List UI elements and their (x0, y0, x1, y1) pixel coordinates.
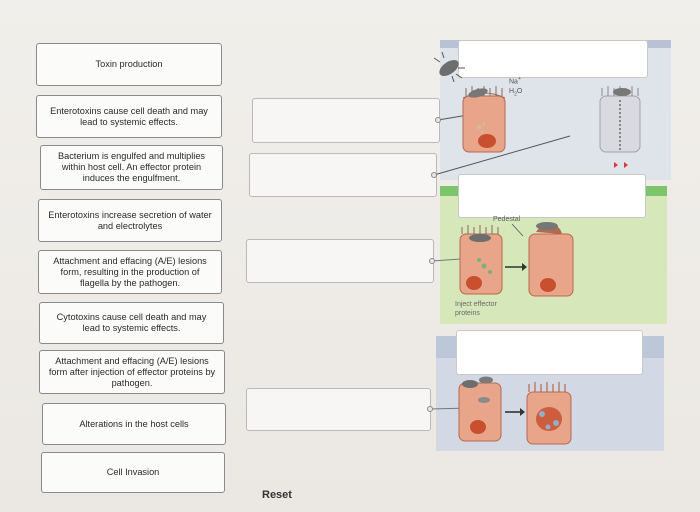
option-enterotoxins-cell-death[interactable] (36, 95, 222, 138)
connector-dot-2 (431, 172, 437, 178)
connector-dot-4 (427, 406, 433, 412)
option-alterations-host-cells[interactable] (42, 403, 226, 445)
option-ae-lesions-effector[interactable] (39, 350, 225, 394)
drop-target-4[interactable] (246, 388, 431, 431)
option-enterotoxins-increase-secretion[interactable] (38, 199, 222, 242)
drop-target-3[interactable] (246, 239, 434, 283)
option-toxin-production[interactable] (36, 43, 222, 86)
option-label: Attachment and effacing (A/E) lesions form after injection of effector proteins by pathogen. (48, 355, 216, 388)
drop-target-1[interactable] (252, 98, 440, 143)
drop-target-5[interactable] (458, 40, 648, 78)
option-label: Cell Invasion (106, 467, 160, 477)
option-ae-lesions-flagella[interactable] (38, 250, 222, 294)
option-label: Attachment and effacing (A/E) lesions form, resulting in the production of flagella by the pathogen. (53, 255, 207, 288)
option-cytotoxins-cell-death[interactable] (39, 302, 224, 344)
drop-target-7[interactable] (456, 330, 643, 375)
option-label: Enterotoxins cause cell death and may lead to systemic effects. (50, 105, 208, 127)
option-label: Alterations in the host cells (79, 418, 189, 429)
connector-dot-1 (435, 117, 441, 123)
option-label: Bacterium is engulfed and multiplies within host cell. An effector protein induces the engulfment. (57, 151, 206, 183)
option-label: Cytotoxins cause cell death and may lead to systemic effects. (56, 312, 207, 333)
option-label: Enterotoxins increase secretion of water and electrolytes (48, 209, 212, 231)
reset-button[interactable]: Reset (262, 489, 292, 501)
water-label: $H_2O$ (509, 88, 523, 98)
drop-target-2[interactable] (249, 153, 437, 197)
pedestal-label: Pedestal (493, 216, 521, 223)
option-bacterium-engulfed[interactable] (40, 145, 223, 190)
connector-dot-3 (429, 258, 435, 264)
option-cell-invasion[interactable] (41, 452, 225, 493)
option-label: Toxin production (95, 59, 163, 69)
inject-effector-label: Inject effector proteins (455, 301, 497, 317)
na-label: Na+ (509, 76, 521, 86)
drop-target-6[interactable] (458, 174, 646, 218)
